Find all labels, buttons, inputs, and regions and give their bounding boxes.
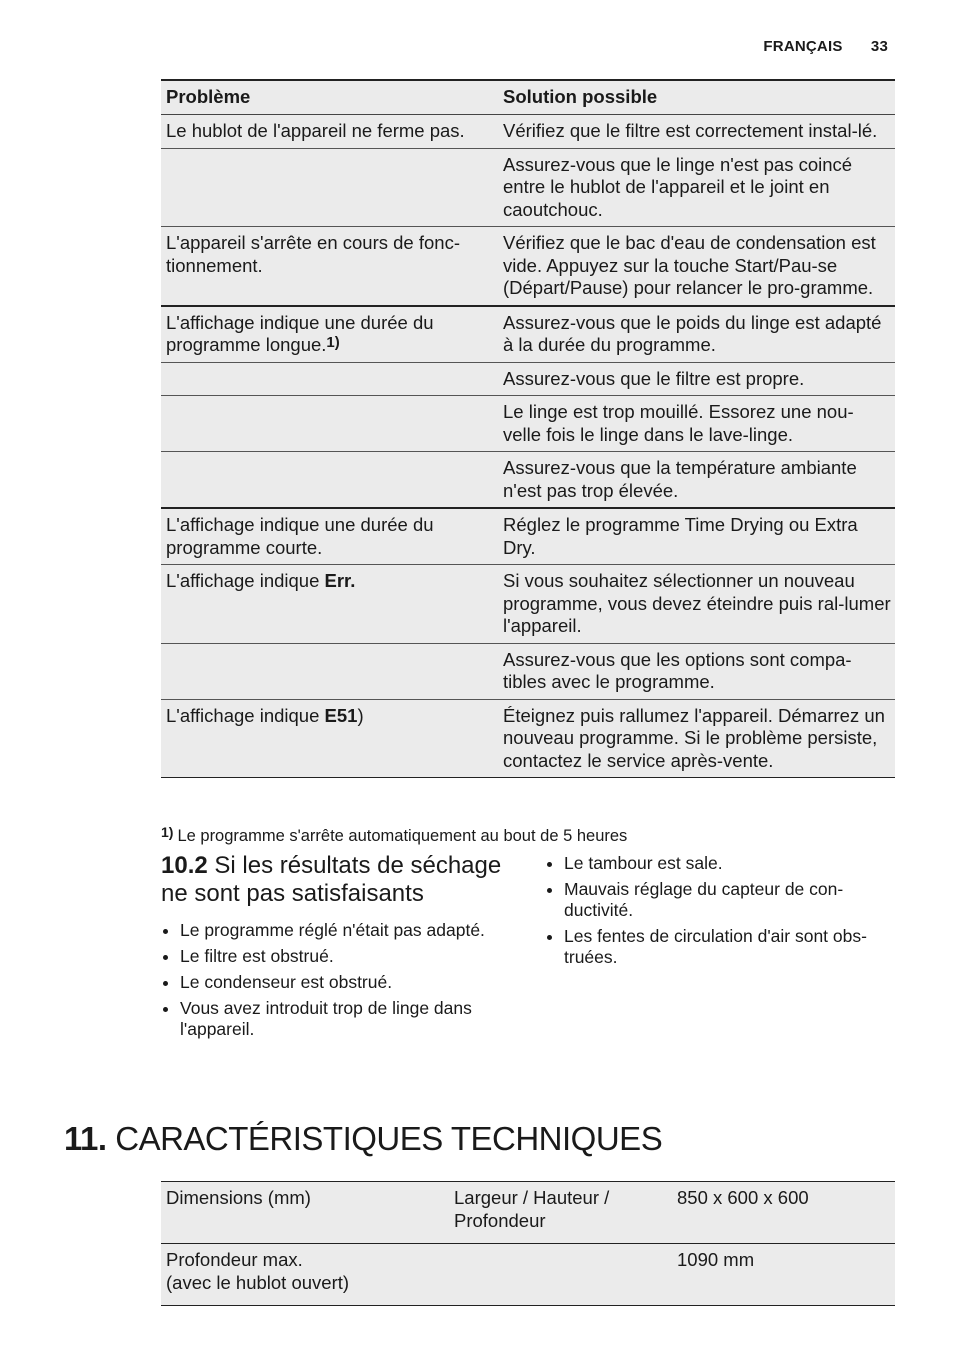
section-heading (64, 1120, 662, 1158)
spec-label (161, 1244, 449, 1306)
table-row (161, 452, 895, 509)
spec-value: 850 x 600 x 600 (672, 1182, 895, 1244)
bullet-list-left (161, 920, 516, 1045)
footnote-mark: 1) (161, 824, 174, 840)
solution-cell: Le linge est trop mouillé. Essorez une nou-velle fois le linge dans le lave-linge. (498, 396, 895, 452)
problem-cell: L'affichage indique une durée du programme courte. (161, 508, 498, 565)
table-row (161, 396, 895, 452)
spec-detail: Largeur / Hauteur / Profondeur (449, 1182, 672, 1244)
table-row (161, 227, 895, 306)
table-footnote (161, 824, 627, 846)
list-item: Le tambour est sale. (545, 853, 895, 874)
solution-cell: Assurez-vous que le poids du linge est adapté à la durée du programme. (498, 306, 895, 363)
list-item: Le programme réglé n'était pas adapté. (161, 920, 516, 941)
specs-table (161, 1181, 895, 1306)
error-code: Err. (324, 570, 356, 591)
problem-cell (161, 452, 498, 509)
page-number: 33 (870, 38, 888, 55)
table-row (161, 565, 895, 644)
spec-label-line: (avec le hublot ouvert) (166, 1271, 350, 1293)
list-item: Le condenseur est obstrué. (161, 972, 516, 993)
subsection-title: Si les résultats de séchage ne sont pas satisfaisants (161, 852, 502, 907)
table-header-row (161, 80, 895, 115)
problem-text: L'affichage indique une durée du programme longue. (166, 311, 434, 355)
table-row (161, 362, 895, 396)
problem-cell (161, 565, 498, 644)
table-row (161, 148, 895, 227)
problem-cell (161, 148, 498, 227)
section-title: CARACTÉRISTIQUES TECHNIQUES (115, 1120, 663, 1157)
solution-cell: Éteignez puis rallumez l'appareil. Démarrez un nouveau programme. Si le problème persiste, contactez le service après-vente. (498, 699, 895, 778)
problem-text: L'affichage indique (166, 704, 325, 726)
footnote-text: Le programme s'arrête automatiquement au bout de 5 heures (177, 827, 628, 845)
solution-cell: Si vous souhaitez sélectionner un nouveau programme, vous devez éteindre puis ral-lumer l'appareil. (498, 565, 895, 644)
list-item: Vous avez introduit trop de linge dans l'appareil. (161, 998, 516, 1040)
table-row (161, 643, 895, 699)
solution-cell: Vérifiez que le filtre est correctement instal-lé. (498, 115, 895, 149)
solution-cell: Assurez-vous que le filtre est propre. (498, 362, 895, 396)
problem-cell (161, 643, 498, 699)
table-row (161, 1244, 895, 1306)
page-header (763, 38, 888, 55)
table-row (161, 306, 895, 363)
header-problem: Problème (161, 80, 498, 115)
troubleshooting-table (161, 79, 895, 778)
header-solution: Solution possible (498, 80, 895, 115)
list-item: Le filtre est obstrué. (161, 946, 516, 967)
problem-cell (161, 699, 498, 778)
table-row (161, 699, 895, 778)
spec-detail (449, 1244, 672, 1306)
problem-suffix: ) (357, 704, 364, 726)
solution-cell: Assurez-vous que le linge n'est pas coincé entre le hublot de l'appareil et le joint en caoutchouc. (498, 148, 895, 227)
problem-text: L'affichage indique (166, 570, 325, 591)
table-row (161, 1182, 895, 1244)
subsection-heading (161, 852, 521, 908)
bullet-list-right (545, 853, 895, 973)
problem-cell (161, 396, 498, 452)
problem-cell (161, 306, 498, 363)
table-row (161, 508, 895, 565)
footnote-ref: 1) (326, 334, 340, 351)
list-item: Les fentes de circulation d'air sont obs-truées. (545, 926, 895, 968)
solution-cell: Réglez le programme Time Drying ou Extra Dry. (498, 508, 895, 565)
list-item: Mauvais réglage du capteur de con-ductivité. (545, 879, 895, 921)
problem-cell (161, 362, 498, 396)
problem-cell: L'appareil s'arrête en cours de fonc-tionnement. (161, 227, 498, 306)
solution-cell: Vérifiez que le bac d'eau de condensation est vide. Appuyez sur la touche Start/Pau-se (Départ/Pause) pour relancer le pro-gramme. (498, 227, 895, 306)
error-code: E51 (324, 704, 358, 726)
section-number: 11. (64, 1120, 107, 1157)
spec-label-line: Profondeur max. (166, 1249, 303, 1270)
problem-cell: Le hublot de l'appareil ne ferme pas. (161, 115, 498, 149)
solution-cell: Assurez-vous que la température ambiante n'est pas trop élevée. (498, 452, 895, 509)
table-row (161, 115, 895, 149)
spec-label: Dimensions (mm) (161, 1182, 449, 1244)
solution-cell: Assurez-vous que les options sont compa-tibles avec le programme. (498, 643, 895, 699)
spec-value: 1090 mm (672, 1244, 895, 1306)
subsection-number: 10.2 (161, 852, 208, 879)
language-label: FRANÇAIS (763, 38, 843, 55)
